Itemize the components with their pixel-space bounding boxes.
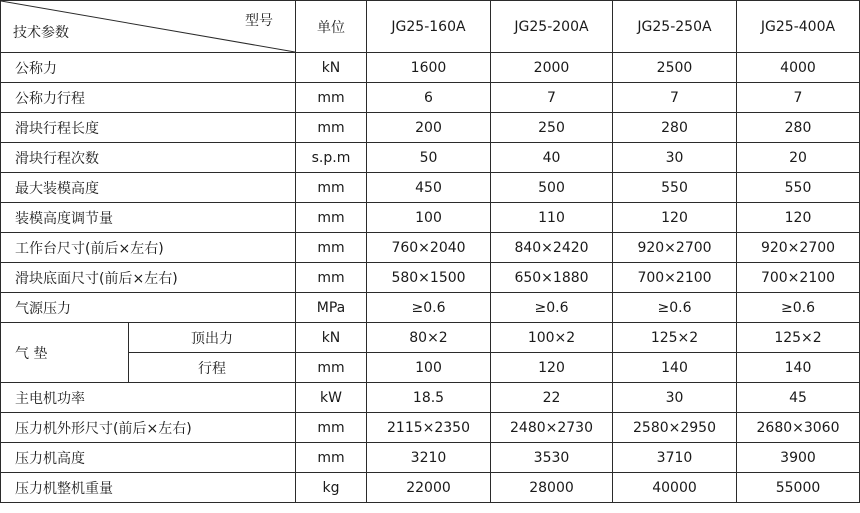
value-cell: 20	[737, 143, 860, 173]
value-cell: 2000	[491, 53, 613, 83]
value-cell: 3710	[613, 443, 737, 473]
value-cell: 110	[491, 203, 613, 233]
unit-cell: mm	[296, 263, 367, 293]
value-cell: 6	[367, 83, 491, 113]
table-row	[1, 443, 860, 473]
value-cell: 120	[613, 203, 737, 233]
param-name: 装模高度调节量	[1, 203, 296, 233]
param-name: 行程	[129, 353, 296, 383]
unit-cell: MPa	[296, 293, 367, 323]
unit-cell: mm	[296, 233, 367, 263]
value-cell: 7	[737, 83, 860, 113]
param-name: 主电机功率	[1, 383, 296, 413]
table-row	[1, 323, 860, 353]
value-cell: 7	[491, 83, 613, 113]
unit-cell: mm	[296, 113, 367, 143]
value-cell: 2680×3060	[737, 413, 860, 443]
value-cell: 200	[367, 113, 491, 143]
table-row	[1, 383, 860, 413]
value-cell: ≥0.6	[737, 293, 860, 323]
unit-cell: kW	[296, 383, 367, 413]
value-cell: 125×2	[737, 323, 860, 353]
value-cell: 40	[491, 143, 613, 173]
value-cell: 840×2420	[491, 233, 613, 263]
table-row	[1, 113, 860, 143]
value-cell: ≥0.6	[367, 293, 491, 323]
value-cell: 28000	[491, 473, 613, 503]
value-cell: 50	[367, 143, 491, 173]
param-name: 工作台尺寸(前后×左右)	[1, 233, 296, 263]
header-model: JG25-400A	[737, 1, 860, 53]
value-cell: 3900	[737, 443, 860, 473]
param-name: 滑块行程长度	[1, 113, 296, 143]
value-cell: 2480×2730	[491, 413, 613, 443]
unit-cell: kN	[296, 323, 367, 353]
value-cell: 80×2	[367, 323, 491, 353]
value-cell: 920×2700	[737, 233, 860, 263]
header-model: JG25-200A	[491, 1, 613, 53]
param-name: 压力机整机重量	[1, 473, 296, 503]
table-row	[1, 263, 860, 293]
unit-cell: mm	[296, 173, 367, 203]
value-cell: 700×2100	[737, 263, 860, 293]
header-unit: 单位	[296, 1, 367, 53]
value-cell: 100	[367, 353, 491, 383]
value-cell: 550	[613, 173, 737, 203]
unit-cell: kN	[296, 53, 367, 83]
table-row	[1, 203, 860, 233]
table-row	[1, 293, 860, 323]
param-name: 气源压力	[1, 293, 296, 323]
table-row	[1, 413, 860, 443]
value-cell: 100×2	[491, 323, 613, 353]
value-cell: 22000	[367, 473, 491, 503]
value-cell: 280	[613, 113, 737, 143]
value-cell: 2580×2950	[613, 413, 737, 443]
unit-cell: s.p.m	[296, 143, 367, 173]
spec-table-body	[1, 1, 860, 503]
table-row	[1, 173, 860, 203]
value-cell: 2500	[613, 53, 737, 83]
value-cell: 2115×2350	[367, 413, 491, 443]
unit-cell: mm	[296, 353, 367, 383]
unit-cell: mm	[296, 203, 367, 233]
value-cell: 550	[737, 173, 860, 203]
value-cell: 3210	[367, 443, 491, 473]
value-cell: 120	[491, 353, 613, 383]
table-row	[1, 143, 860, 173]
value-cell: 760×2040	[367, 233, 491, 263]
param-name: 最大装模高度	[1, 173, 296, 203]
param-name: 滑块底面尺寸(前后×左右)	[1, 263, 296, 293]
value-cell: 7	[613, 83, 737, 113]
value-cell: 580×1500	[367, 263, 491, 293]
value-cell: 4000	[737, 53, 860, 83]
value-cell: 30	[613, 383, 737, 413]
value-cell: 920×2700	[613, 233, 737, 263]
param-name: 公称力行程	[1, 83, 296, 113]
unit-cell: mm	[296, 83, 367, 113]
value-cell: 45	[737, 383, 860, 413]
unit-cell: mm	[296, 413, 367, 443]
param-name: 压力机外形尺寸(前后×左右)	[1, 413, 296, 443]
header-model-label: 型号	[245, 13, 273, 29]
param-name: 公称力	[1, 53, 296, 83]
value-cell: 40000	[613, 473, 737, 503]
param-name: 滑块行程次数	[1, 143, 296, 173]
table-row	[1, 353, 860, 383]
value-cell: 30	[613, 143, 737, 173]
header-corner-cell	[1, 1, 296, 53]
header-model: JG25-160A	[367, 1, 491, 53]
cushion-group-label: 气 垫	[1, 323, 129, 383]
value-cell: ≥0.6	[613, 293, 737, 323]
param-name: 顶出力	[129, 323, 296, 353]
value-cell: 250	[491, 113, 613, 143]
unit-cell: mm	[296, 443, 367, 473]
value-cell: 3530	[491, 443, 613, 473]
table-row	[1, 233, 860, 263]
value-cell: 280	[737, 113, 860, 143]
table-row	[1, 473, 860, 503]
value-cell: 100	[367, 203, 491, 233]
value-cell: 140	[737, 353, 860, 383]
header-model: JG25-250A	[613, 1, 737, 53]
value-cell: 22	[491, 383, 613, 413]
value-cell: 120	[737, 203, 860, 233]
value-cell: ≥0.6	[491, 293, 613, 323]
value-cell: 1600	[367, 53, 491, 83]
value-cell: 500	[491, 173, 613, 203]
value-cell: 18.5	[367, 383, 491, 413]
table-row	[1, 53, 860, 83]
table-row	[1, 83, 860, 113]
value-cell: 650×1880	[491, 263, 613, 293]
param-name: 压力机高度	[1, 443, 296, 473]
header-row	[1, 1, 860, 53]
value-cell: 450	[367, 173, 491, 203]
unit-cell: kg	[296, 473, 367, 503]
value-cell: 700×2100	[613, 263, 737, 293]
header-param-label: 技术参数	[13, 25, 69, 41]
value-cell: 125×2	[613, 323, 737, 353]
value-cell: 140	[613, 353, 737, 383]
value-cell: 55000	[737, 473, 860, 503]
